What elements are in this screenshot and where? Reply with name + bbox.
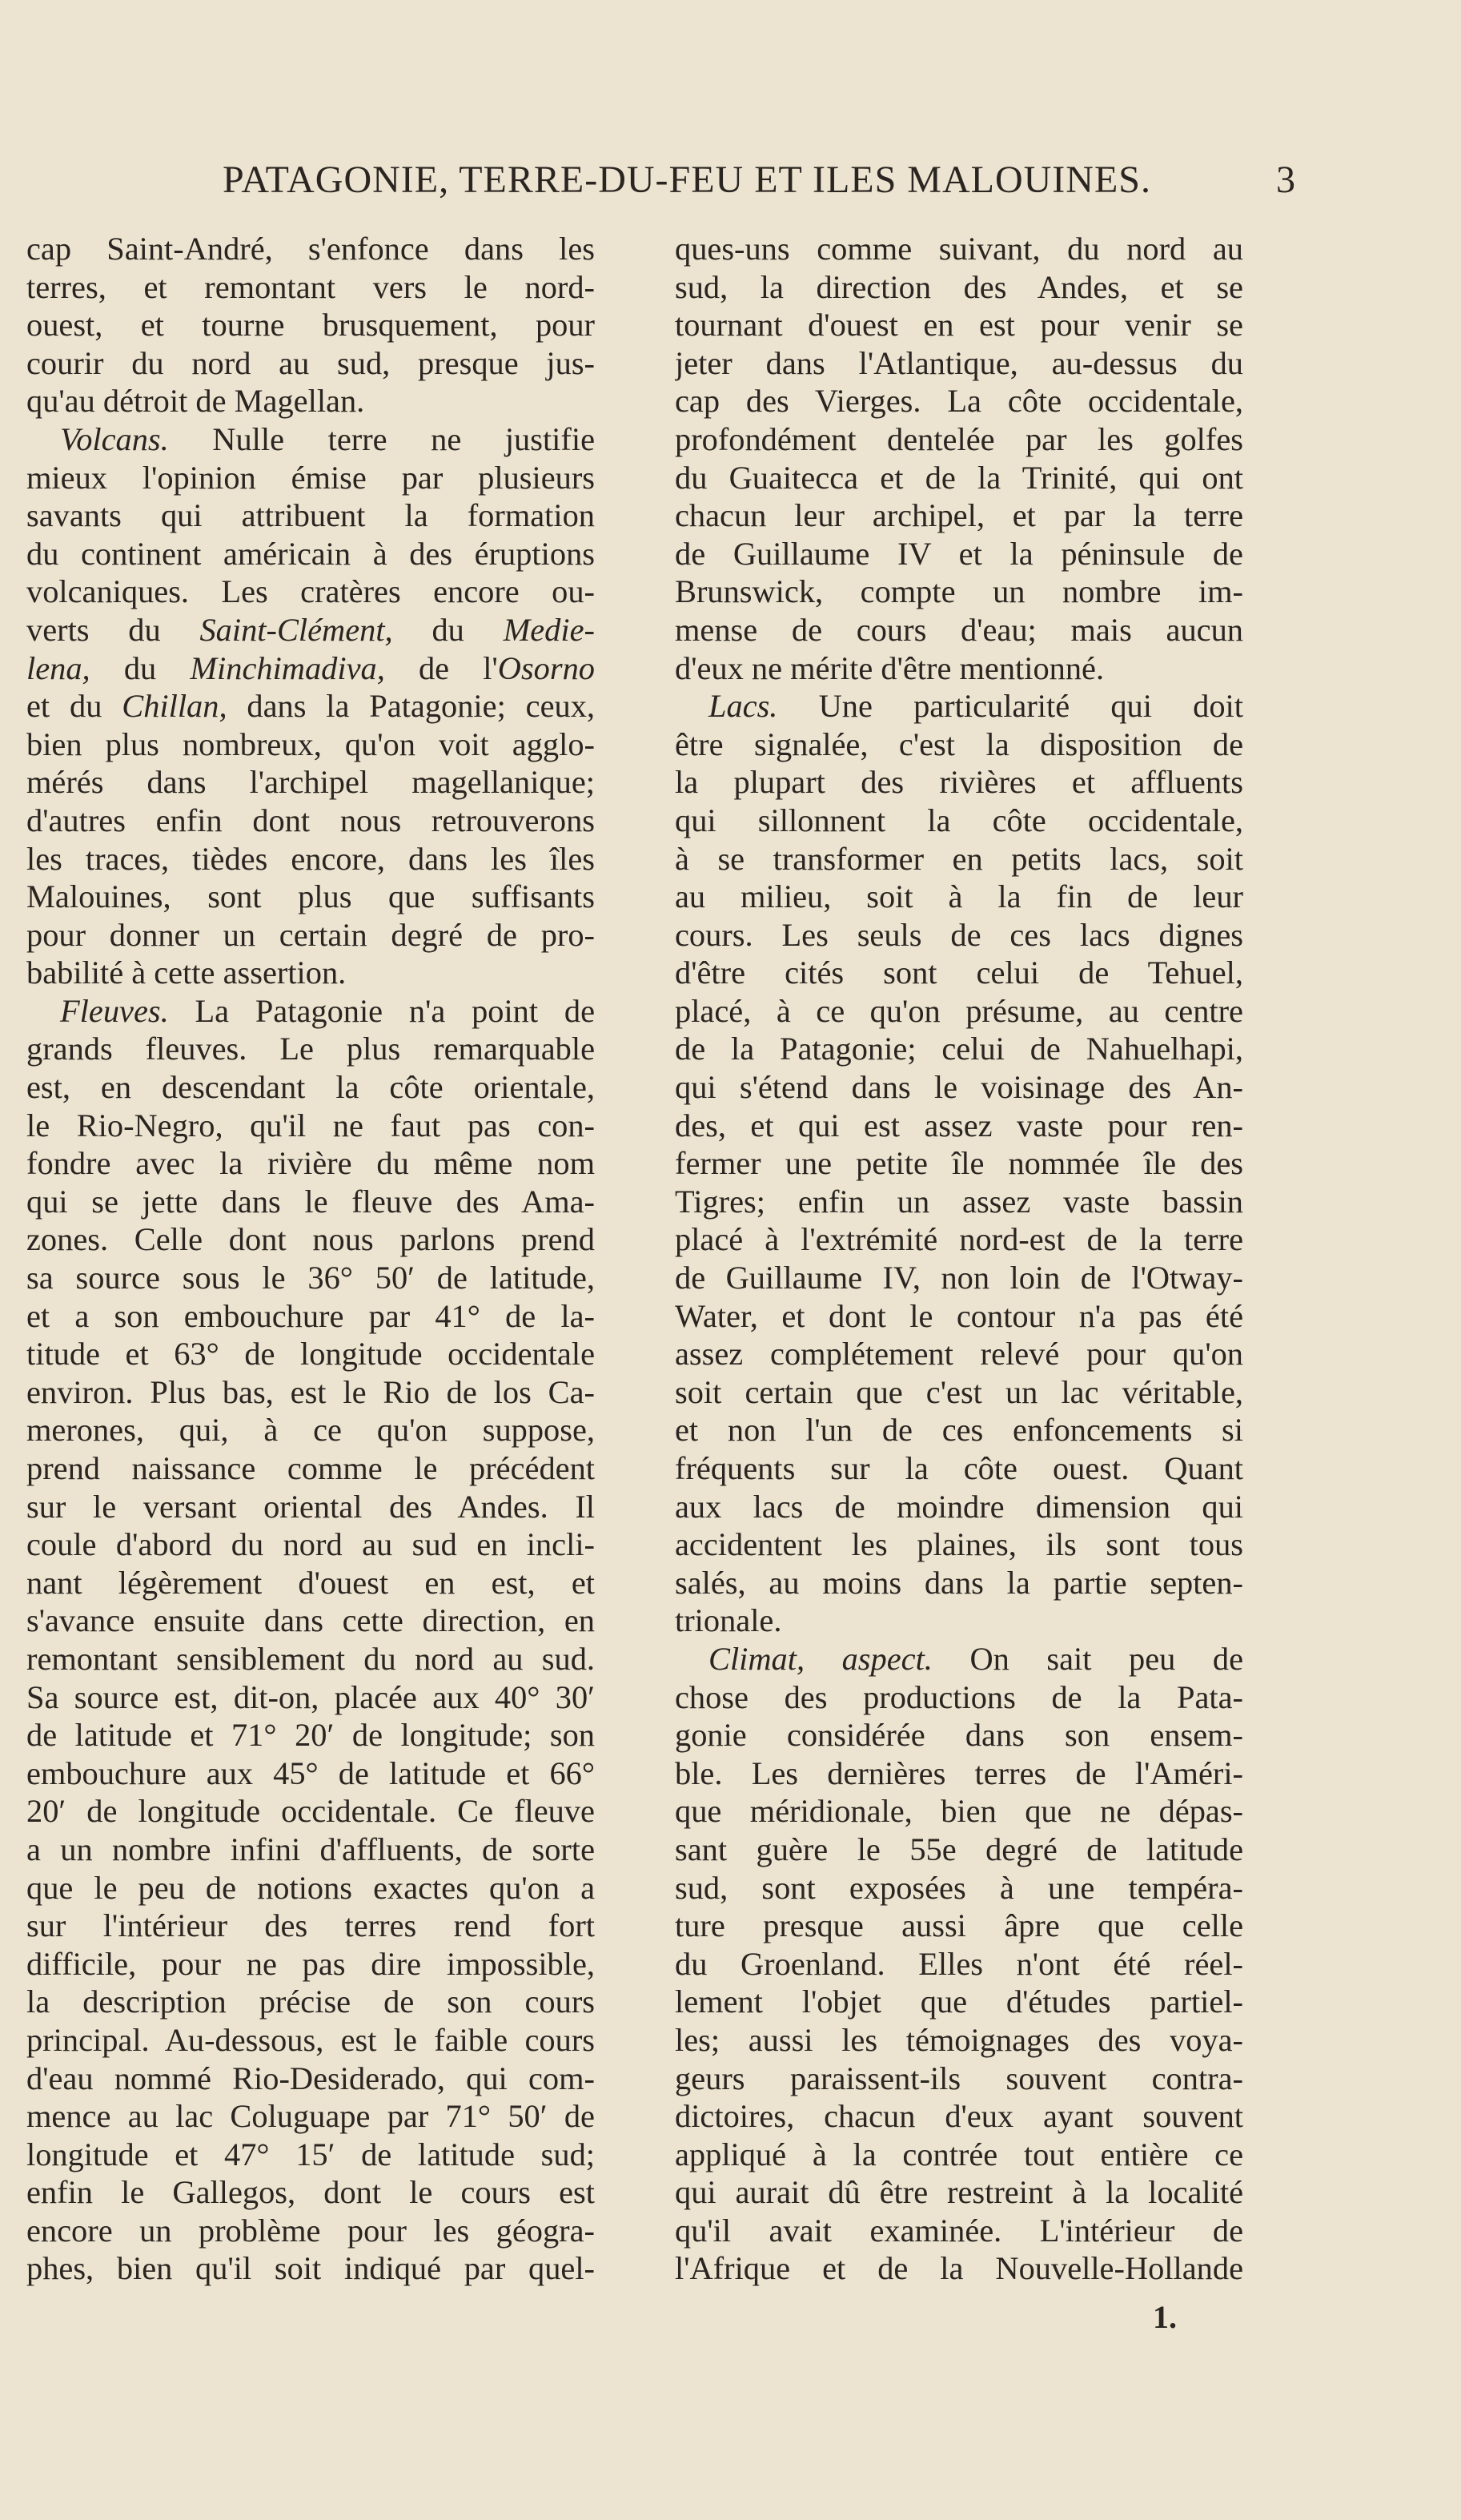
text-line: appliqué à la contrée tout entière ce xyxy=(675,2136,1243,2172)
text-line: du Guaitecca et de la Trinité, qui ont xyxy=(675,459,1243,496)
text-line: ble. Les dernières terres de l'Améri- xyxy=(675,1754,1243,1791)
text-line: qu'il avait examinée. L'intérieur de xyxy=(675,2212,1243,2249)
text-line: cap Saint-André, s'enfonce dans les xyxy=(26,231,595,267)
text-line: coule d'abord du nord au sud en incli- xyxy=(26,1526,595,1563)
text-line: bien plus nombreux, qu'on voit agglo- xyxy=(26,725,595,762)
text-line: savants qui attribuent la formation xyxy=(26,497,595,534)
text-line: fermer une petite île nommée île des xyxy=(675,1145,1243,1182)
text-line: et du Chillan, dans la Patagonie; ceux, xyxy=(26,688,595,725)
text-line: 20′ de longitude occidentale. Ce fleuve xyxy=(26,1793,595,1830)
text-line: aux lacs de moindre dimension qui xyxy=(675,1488,1243,1525)
running-header xyxy=(142,156,1295,204)
text-line: sant guère le 55e degré de latitude xyxy=(675,1831,1243,1867)
text-line: pour donner un certain degré de pro- xyxy=(26,916,595,953)
text-line: Sa source est, dit-on, placée aux 40° 30′ xyxy=(26,1678,595,1715)
text-line: du continent américain à des éruptions xyxy=(26,535,595,572)
text-line: cours. Les seuls de ces lacs dignes xyxy=(675,916,1243,953)
text-line: embouchure aux 45° de latitude et 66° xyxy=(26,1754,595,1791)
text-line: soit certain que c'est un lac véritable, xyxy=(675,1373,1243,1410)
text-line: cap des Vierges. La côte occidentale, xyxy=(675,383,1243,420)
text-line: geurs paraissent-ils souvent contra- xyxy=(675,2060,1243,2096)
text-line: mense de cours d'eau; mais aucun xyxy=(675,611,1243,648)
text-line: phes, bien qu'il soit indiqué par quel- xyxy=(26,2250,595,2287)
text-line: chose des productions de la Pata- xyxy=(675,1678,1243,1715)
text-line: ture presque aussi âpre que celle xyxy=(675,1907,1243,1944)
text-line: est, en descendant la côte orientale, xyxy=(26,1069,595,1106)
text-line: courir du nord au sud, presque jus- xyxy=(26,344,595,381)
text-line: tournant d'ouest en est pour venir se xyxy=(675,307,1243,344)
page-number: 3 xyxy=(1276,159,1295,201)
text-line: qui se jette dans le fleuve des Ama- xyxy=(26,1183,595,1220)
text-line: de la Patagonie; celui de Nahuelhapi, xyxy=(675,1031,1243,1067)
text-line: Water, et dont le contour n'a pas été xyxy=(675,1297,1243,1334)
text-line: le Rio-Negro, qu'il ne faut pas con- xyxy=(26,1107,595,1143)
text-line: principal. Au-dessous, est le faible cours xyxy=(26,2021,595,2058)
text-line: enfin le Gallegos, dont le cours est xyxy=(26,2174,595,2211)
text-line: sa source sous le 36° 50′ de latitude, xyxy=(26,1260,595,1296)
text-line: placé, à ce qu'on présume, au centre xyxy=(675,992,1243,1029)
text-line: de Guillaume IV, non loin de l'Otway- xyxy=(675,1260,1243,1296)
text-line: salés, au moins dans la partie septen- xyxy=(675,1564,1243,1601)
text-line: volcaniques. Les cratères encore ou- xyxy=(26,573,595,610)
right-column xyxy=(675,230,1243,2288)
text-line: lement l'objet que d'études partiel- xyxy=(675,1983,1243,2020)
text-line: Volcans. Nulle terre ne justifie xyxy=(60,420,595,457)
text-line: difficile, pour ne pas dire impossible, xyxy=(26,1945,595,1982)
text-line: placé à l'extrémité nord-est de la terre xyxy=(675,1221,1243,1258)
text-line: ouest, et tourne brusquement, pour xyxy=(26,307,595,344)
text-line: trionale. xyxy=(675,1602,782,1639)
text-line: sud, sont exposées à une tempéra- xyxy=(675,1869,1243,1906)
text-line: dictoires, chacun d'eux ayant souvent xyxy=(675,2098,1243,2135)
text-line: chacun leur archipel, et par la terre xyxy=(675,497,1243,534)
text-line: du Groenland. Elles n'ont été réel- xyxy=(675,1945,1243,1982)
text-line: de latitude et 71° 20′ de longitude; son xyxy=(26,1717,595,1754)
text-line: verts du Saint-Clément, du Medie- xyxy=(26,611,595,648)
text-line: la plupart des rivières et affluents xyxy=(675,764,1243,801)
text-line: Climat, aspect. On sait peu de xyxy=(708,1640,1243,1677)
text-line: d'être cités sont celui de Tehuel, xyxy=(675,955,1243,991)
text-line: terres, et remontant vers le nord- xyxy=(26,268,595,305)
text-line: babilité à cette assertion. xyxy=(26,955,347,991)
text-line: sur l'intérieur des terres rend fort xyxy=(26,1907,595,1944)
text-line: être signalée, c'est la disposition de xyxy=(675,725,1243,762)
running-title: PATAGONIE, TERRE-DU-FEU ET ILES MALOUINES. xyxy=(223,159,1151,201)
text-line: a un nombre infini d'affluents, de sorte xyxy=(26,1831,595,1867)
text-line: à se transformer en petits lacs, soit xyxy=(675,840,1243,877)
text-line: gonie considérée dans son ensem- xyxy=(675,1717,1243,1754)
text-line: Lacs. Une particularité qui doit xyxy=(708,688,1243,725)
text-line: au milieu, soit à la fin de leur xyxy=(675,878,1243,915)
text-line: merones, qui, à ce qu'on suppose, xyxy=(26,1412,595,1449)
text-line: profondément dentelée par les golfes xyxy=(675,420,1243,457)
text-line: qu'au détroit de Magellan. xyxy=(26,383,365,420)
text-line: Brunswick, compte un nombre im- xyxy=(675,573,1243,610)
text-line: Fleuves. La Patagonie n'a point de xyxy=(60,992,595,1029)
text-line: d'autres enfin dont nous retrouverons xyxy=(26,802,595,838)
text-line: sud, la direction des Andes, et se xyxy=(675,268,1243,305)
text-line: mérés dans l'archipel magellanique; xyxy=(26,764,595,801)
text-line: que méridionale, bien que ne dépas- xyxy=(675,1793,1243,1830)
text-line: qui aurait dû être restreint à la localité xyxy=(675,2174,1243,2211)
text-line: mence au lac Coluguape par 71° 50′ de xyxy=(26,2098,595,2135)
text-line: l'Afrique et de la Nouvelle-Hollande xyxy=(675,2250,1243,2287)
text-line: d'eux ne mérite d'être mentionné. xyxy=(675,649,1105,686)
text-line: assez complétement relevé pour qu'on xyxy=(675,1336,1243,1373)
text-line: de Guillaume IV et la péninsule de xyxy=(675,535,1243,572)
text-line: fondre avec la rivière du même nom xyxy=(26,1145,595,1182)
text-line: encore un problème pour les géogra- xyxy=(26,2212,595,2249)
text-line: environ. Plus bas, est le Rio de los Ca- xyxy=(26,1373,595,1410)
text-line: zones. Celle dont nous parlons prend xyxy=(26,1221,595,1258)
text-line: Malouines, sont plus que suffisants xyxy=(26,878,595,915)
text-line: les; aussi les témoignages des voya- xyxy=(675,2021,1243,2058)
text-line: mieux l'opinion émise par plusieurs xyxy=(26,459,595,496)
text-line: longitude et 47° 15′ de latitude sud; xyxy=(26,2136,595,2172)
text-line: accidentent les plaines, ils sont tous xyxy=(675,1526,1243,1563)
text-line: lena, du Minchimadiva, de l'Osorno xyxy=(26,649,595,686)
text-line: qui sillonnent la côte occidentale, xyxy=(675,802,1243,838)
text-line: remontant sensiblement du nord au sud. xyxy=(26,1640,595,1677)
text-line: d'eau nommé Rio-Desiderado, qui com- xyxy=(26,2060,595,2096)
text-line: prend naissance comme le précédent xyxy=(26,1450,595,1486)
text-line: la description précise de son cours xyxy=(26,1983,595,2020)
text-line: ques-uns comme suivant, du nord au xyxy=(675,231,1243,267)
text-line: sur le versant oriental des Andes. Il xyxy=(26,1488,595,1525)
text-line: nant légèrement d'ouest en est, et xyxy=(26,1564,595,1601)
text-line: s'avance ensuite dans cette direction, en xyxy=(26,1602,595,1639)
text-line: jeter dans l'Atlantique, au-dessus du xyxy=(675,344,1243,381)
text-line: et non l'un de ces enfoncements si xyxy=(675,1412,1243,1449)
left-column xyxy=(26,230,595,2288)
text-line: titude et 63° de longitude occidentale xyxy=(26,1336,595,1373)
text-line: et a son embouchure par 41° de la- xyxy=(26,1297,595,1334)
text-line: fréquents sur la côte ouest. Quant xyxy=(675,1450,1243,1486)
text-line: que le peu de notions exactes qu'on a xyxy=(26,1869,595,1906)
text-line: Tigres; enfin un assez vaste bassin xyxy=(675,1183,1243,1220)
text-line: qui s'étend dans le voisinage des An- xyxy=(675,1069,1243,1106)
text-line: des, et qui est assez vaste pour ren- xyxy=(675,1107,1243,1143)
text-line: les traces, tièdes encore, dans les îles xyxy=(26,840,595,877)
text-line: grands fleuves. Le plus remarquable xyxy=(26,1031,595,1067)
signature-mark: 1. xyxy=(1153,2299,1177,2335)
